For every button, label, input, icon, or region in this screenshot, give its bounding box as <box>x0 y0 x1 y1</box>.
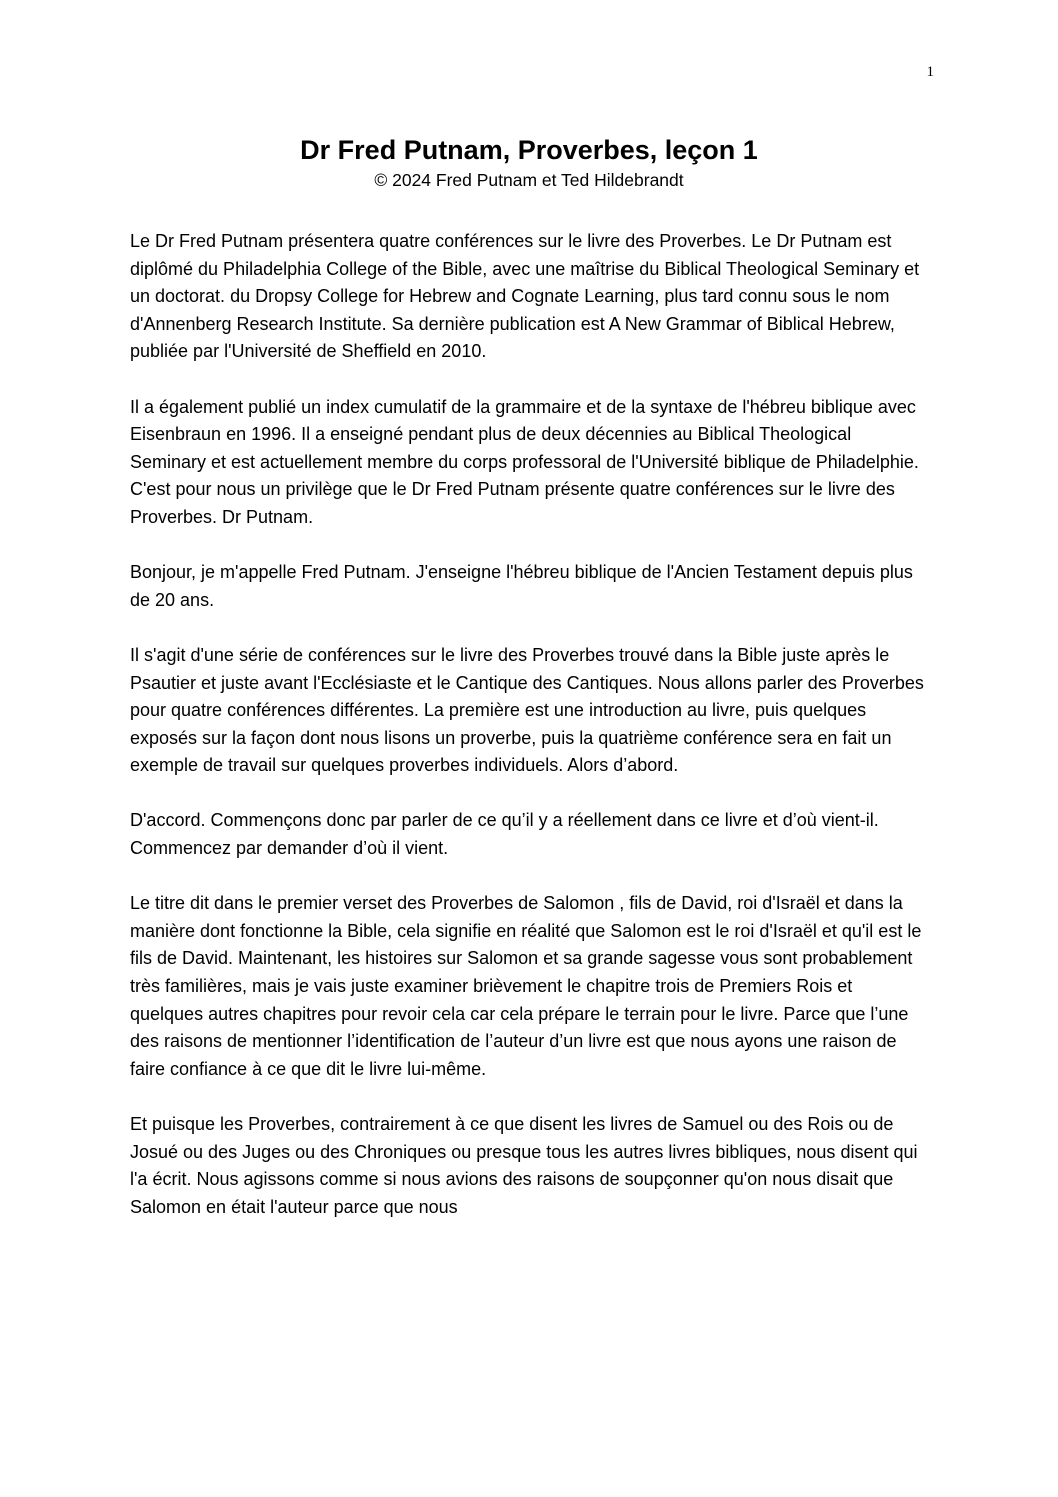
paragraph: Le Dr Fred Putnam présentera quatre conférences sur le livre des Proverbes. Le Dr Putnam est diplômé du Philadelphia College of the Bible, avec une maîtrise du Biblical Theological Seminary et un doctorat. du Dropsy College for Hebrew and Cognate Learning, plus tard connu sous le nom d'Annenberg Research Institute. Sa dernière publication est A New Grammar of Biblical Hebrew, publiée par l'Université de Sheffield en 2010. <box>130 231 920 362</box>
document-header <box>0 132 1058 192</box>
copyright-line: © 2024 Fred Putnam et Ted Hildebrandt <box>374 170 684 190</box>
document-title: Dr Fred Putnam, Proverbes, leçon 1 <box>300 135 758 165</box>
page-number: 1 <box>926 64 934 80</box>
paragraph: Bonjour, je m'appelle Fred Putnam. J'enseigne l'hébreu biblique de l'Ancien Testament depuis plus de 20 ans. <box>130 562 913 610</box>
paragraph: Il s'agit d'une série de conférences sur le livre des Proverbes trouvé dans la Bible juste après le Psautier et juste avant l'Ecclésiaste et le Cantique des Cantiques. Nous allons parler des Proverbes pour quatre conférences différentes. La première est une introduction au livre, puis quelques exposés sur la façon dont nous lisons un proverbe, puis la quatrième conférence sera en fait un exemple de travail sur quelques proverbes individuels. Alors d’abord. <box>130 644 924 776</box>
paragraph: Le titre dit dans le premier verset des Proverbes de Salomon , fils de David, roi d'Israël et dans la manière dont fonctionne la Bible, cela signifie en réalité que Salomon est le roi d'Israël et qu'il est le fils de David. Maintenant, les histoires sur Salomon et sa grande sagesse vous sont probablement très familières, mais je vais juste examiner brièvement le chapitre trois de Premiers Rois et quelques autres chapitres pour revoir cela car cela prépare le terrain pour le livre. Parce que l’une des raisons de mentionner l’identification de l’auteur d’un livre est que nous ayons une raison de faire confiance à ce que dit le livre lui-même. <box>130 893 922 1079</box>
paragraph: Et puisque les Proverbes, contrairement à ce que disent les livres de Samuel ou des Rois ou de Josué ou des Juges ou des Chroniques ou presque tous les autres livres bibliques, nous disent qui l'a écrit. Nous agissons comme si nous avions des raisons de soupçonner qu'on nous disait que Salomon en était l'auteur parce que nous <box>130 1114 918 1217</box>
paragraph: Il a également publié un index cumulatif de la grammaire et de la syntaxe de l'hébreu biblique avec Eisenbraun en 1996. Il a enseigné pendant plus de deux décennies au Biblical Theological Seminary et est actuellement membre du corps professoral de l'Université biblique de Philadelphie. C'est pour nous un privilège que le Dr Fred Putnam présente quatre conférences sur le livre des Proverbes. Dr Putnam. <box>130 396 919 527</box>
document-body <box>130 228 930 1249</box>
paragraph: D'accord. Commençons donc par parler de ce qu’il y a réellement dans ce livre et d’où vient-il. Commencez par demander d’où il vient. <box>130 810 879 859</box>
